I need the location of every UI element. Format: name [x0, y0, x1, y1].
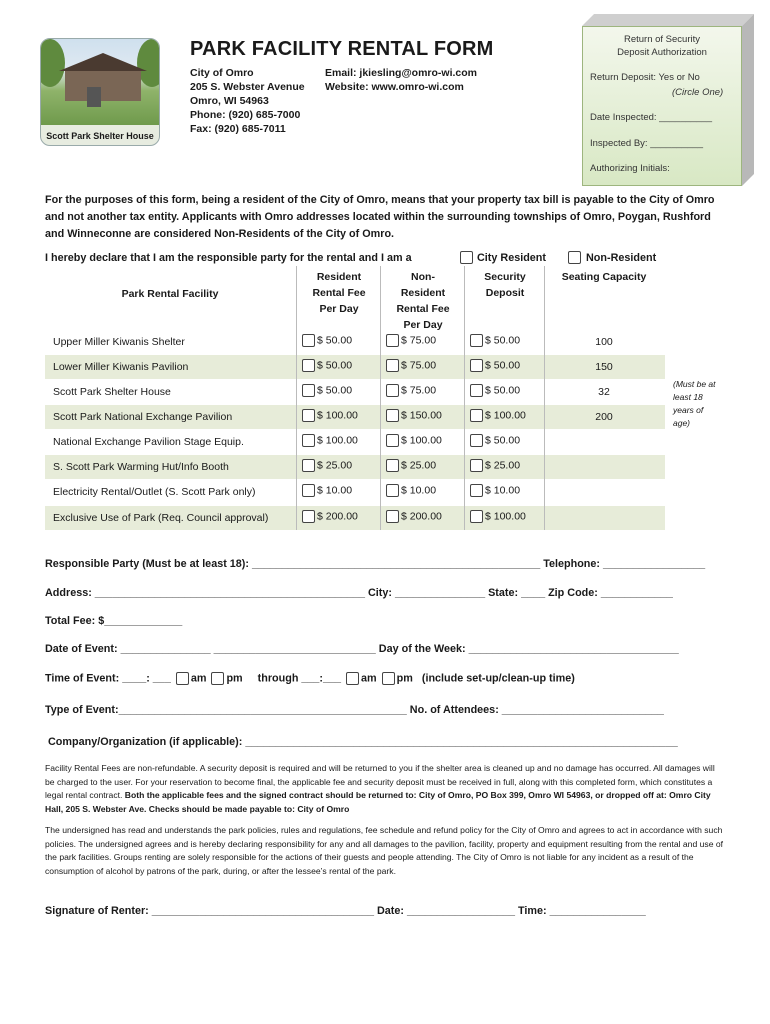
- form-title: PARK FACILITY RENTAL FORM: [190, 38, 494, 60]
- deposit-box-title-1: Return of Security: [623, 34, 701, 45]
- liability-agreement-text: The undersigned has read and understands the park policies, rules and regulations, fee schedule and refund policy for the City of Omro and agrees to act in accordance with such policies. The undersigned agrees and is hereby declaring responsibility for any and all damages to the pavilion, facility, property and equipment resulting from the rental and use of the park facilities. Groups renting are solely responsible for the actions of their guests and people attending. The City of Omro is not liable for any incident as a result of the consumption of alcohol by patrons of the park, during, or after the lessee’s rental of the park.: [45, 825, 724, 876]
- website-text: Website: www.omro-wi.com: [325, 81, 464, 93]
- date-inspected-field[interactable]: Date Inspected: __________: [590, 112, 713, 123]
- city-contact: [325, 66, 477, 94]
- resident-fee-checkbox[interactable]: [302, 409, 315, 422]
- resident-fee-checkbox[interactable]: [302, 359, 315, 372]
- security-deposit-checkbox[interactable]: [470, 510, 483, 523]
- header-resident-fee: Resident Rental Fee Per Day: [312, 271, 366, 315]
- resident-fee[interactable]: $ 10.00: [302, 484, 352, 497]
- authorizing-initials-field[interactable]: Authorizing Initials:: [590, 163, 670, 174]
- facility-name: Scott Park Shelter House: [53, 386, 171, 398]
- responsible-party-field[interactable]: Responsible Party (Must be at least 18): ________________________________________________ Telephone: _________________: [45, 558, 706, 570]
- security-deposit-checkbox[interactable]: [470, 459, 483, 472]
- seating-capacity: 150: [595, 361, 613, 373]
- photo-caption: Scott Park Shelter House: [46, 131, 154, 141]
- header-nonresident-fee: Non- Resident Rental Fee Per Day: [396, 271, 450, 331]
- city-resident-label: City Resident: [477, 252, 546, 264]
- resident-fee-checkbox[interactable]: [302, 384, 315, 397]
- nonresident-fee-checkbox[interactable]: [386, 359, 399, 372]
- security-deposit-checkbox[interactable]: [470, 409, 483, 422]
- facility-name: Lower Miller Kiwanis Pavilion: [53, 361, 189, 373]
- nonresident-fee-checkbox[interactable]: [386, 510, 399, 523]
- nonresident-fee[interactable]: $ 75.00: [386, 334, 436, 347]
- deposit-authorization-box: [582, 14, 754, 186]
- resident-fee-checkbox[interactable]: [302, 434, 315, 447]
- resident-fee[interactable]: $ 50.00: [302, 359, 352, 372]
- resident-fee[interactable]: $ 50.00: [302, 334, 352, 347]
- non-resident-label: Non-Resident: [586, 252, 657, 264]
- security-deposit[interactable]: $ 10.00: [470, 484, 520, 497]
- resident-fee-checkbox[interactable]: [302, 484, 315, 497]
- company-field[interactable]: Company/Organization (if applicable): ________________________________________________________________________: [48, 736, 678, 748]
- resident-fee-checkbox[interactable]: [302, 334, 315, 347]
- time-of-event-field[interactable]: Time of Event: ____: ___ am pm through ___:___ am pm (include set-up/clean-up time): [45, 672, 575, 685]
- security-deposit[interactable]: $ 50.00: [470, 359, 520, 372]
- seating-capacity: 200: [595, 411, 613, 423]
- resident-fee[interactable]: $ 25.00: [302, 459, 352, 472]
- nonresident-fee-checkbox[interactable]: [386, 434, 399, 447]
- security-deposit-checkbox[interactable]: [470, 334, 483, 347]
- header-facility: Park Rental Facility: [121, 288, 219, 300]
- facility-name: Electricity Rental/Outlet (S. Scott Park only): [53, 486, 256, 498]
- email-text: Email: jkiesling@omro-wi.com: [325, 67, 478, 79]
- table-row: [45, 506, 665, 530]
- nonresident-fee[interactable]: $ 200.00: [386, 510, 442, 523]
- facility-name: Exclusive Use of Park (Req. Council approval): [53, 512, 269, 524]
- total-fee-field[interactable]: Total Fee: $_____________: [45, 615, 183, 627]
- date-of-event-field[interactable]: Date of Event: _______________ ___________________________ Day of the Week: ___________________________________: [45, 643, 679, 655]
- residency-definition: For the purposes of this form, being a resident of the City of Omro, means that your property tax bill is payable to the City of Omro and not another tax entity. Applicants with Omro addresses located within the surrounding townships of Omro, Poygan, Rushford and Winneconne are considered Non-Residents of the City of Omro.: [45, 194, 715, 240]
- security-deposit-checkbox[interactable]: [470, 434, 483, 447]
- deposit-box-title-2: Deposit Authorization: [617, 47, 707, 58]
- address-field[interactable]: Address: _____________________________________________ City: _______________ State: ____ Zip Code: ____________: [45, 587, 673, 599]
- nonresident-fee-checkbox[interactable]: [386, 484, 399, 497]
- seating-capacity: 32: [598, 386, 610, 398]
- nonresident-fee[interactable]: $ 75.00: [386, 359, 436, 372]
- table-row: [45, 480, 665, 504]
- nonresident-fee[interactable]: $ 75.00: [386, 384, 436, 397]
- security-deposit-checkbox[interactable]: [470, 484, 483, 497]
- return-deposit-field[interactable]: Return Deposit: Yes or No: [590, 72, 700, 83]
- facility-name: S. Scott Park Warming Hut/Info Booth: [53, 461, 229, 473]
- nonresident-fee-checkbox[interactable]: [386, 334, 399, 347]
- table-row: [45, 455, 665, 479]
- signature-line[interactable]: Signature of Renter: _____________________________________ Date: __________________ Time: ________________: [45, 905, 646, 917]
- security-deposit[interactable]: $ 50.00: [470, 334, 520, 347]
- fee-policy-text: Facility Rental Fees are non-refundable. A security deposit is required and will be returned to you if the shelter area is cleaned up and no damage has occurred. All damages will be charged to the user. For your reservation to become final, the applicable fee and security deposit must be received in full, along with this completed form, which constitutes a legal rental contract. Both the applicable fees and the signed contract should be returned to: City of Omro, PO Box 399, Omro WI 54963, or dropped off at: Omro City Hall, 205 S. Webster Ave. Checks should be made payable to: City of Omro: [45, 763, 715, 814]
- security-deposit[interactable]: $ 50.00: [470, 384, 520, 397]
- header-security-deposit: Security Deposit: [484, 271, 526, 299]
- seating-capacity: 100: [595, 336, 613, 348]
- age-note: (Must be at least 18 years of age): [673, 379, 716, 428]
- nonresident-fee-checkbox[interactable]: [386, 409, 399, 422]
- header-seating-capacity: Seating Capacity: [561, 271, 647, 283]
- nonresident-fee[interactable]: $ 100.00: [386, 434, 442, 447]
- end-pm-checkbox[interactable]: [382, 672, 395, 685]
- table-row: [45, 330, 665, 354]
- resident-fee[interactable]: $ 100.00: [302, 409, 358, 422]
- security-deposit[interactable]: $ 50.00: [470, 434, 520, 447]
- start-pm-checkbox[interactable]: [211, 672, 224, 685]
- security-deposit[interactable]: $ 100.00: [470, 510, 526, 523]
- facility-name: National Exchange Pavilion Stage Equip.: [53, 436, 244, 448]
- resident-fee[interactable]: $ 200.00: [302, 510, 358, 523]
- resident-fee[interactable]: $ 100.00: [302, 434, 358, 447]
- table-row: [45, 430, 665, 454]
- start-am-checkbox[interactable]: [176, 672, 189, 685]
- city-resident-checkbox[interactable]: [460, 251, 473, 264]
- resident-fee-checkbox[interactable]: [302, 510, 315, 523]
- type-of-event-field[interactable]: Type of Event:________________________________________________ No. of Attendees: ___________________________: [45, 704, 664, 716]
- table-row: [45, 405, 665, 429]
- city-address: City of Omro 205 S. Webster Avenue Omro, WI 54963 Phone: (920) 685-7000 Fax: (920) 685-7011: [190, 67, 305, 135]
- declaration-text: I hereby declare that I am the responsible party for the rental and I am a: [45, 252, 412, 264]
- inspected-by-field[interactable]: Inspected By: __________: [590, 138, 704, 149]
- resident-fee-checkbox[interactable]: [302, 459, 315, 472]
- park-photo: [40, 38, 160, 146]
- security-deposit[interactable]: $ 100.00: [470, 409, 526, 422]
- facility-name: Scott Park National Exchange Pavilion: [53, 411, 233, 423]
- security-deposit-checkbox[interactable]: [470, 384, 483, 397]
- resident-fee[interactable]: $ 50.00: [302, 384, 352, 397]
- table-row: [45, 380, 665, 404]
- nonresident-fee[interactable]: $ 10.00: [386, 484, 436, 497]
- security-deposit[interactable]: $ 25.00: [470, 459, 520, 472]
- security-deposit-checkbox[interactable]: [470, 359, 483, 372]
- nonresident-fee-checkbox[interactable]: [386, 459, 399, 472]
- nonresident-fee[interactable]: $ 150.00: [386, 409, 442, 422]
- non-resident-checkbox[interactable]: [568, 251, 581, 264]
- nonresident-fee-checkbox[interactable]: [386, 384, 399, 397]
- shelter-house-image: [41, 39, 160, 125]
- circle-one-note: (Circle One): [672, 87, 724, 98]
- end-am-checkbox[interactable]: [346, 672, 359, 685]
- nonresident-fee[interactable]: $ 25.00: [386, 459, 436, 472]
- facility-name: Upper Miller Kiwanis Shelter: [53, 336, 185, 348]
- table-row: [45, 355, 665, 379]
